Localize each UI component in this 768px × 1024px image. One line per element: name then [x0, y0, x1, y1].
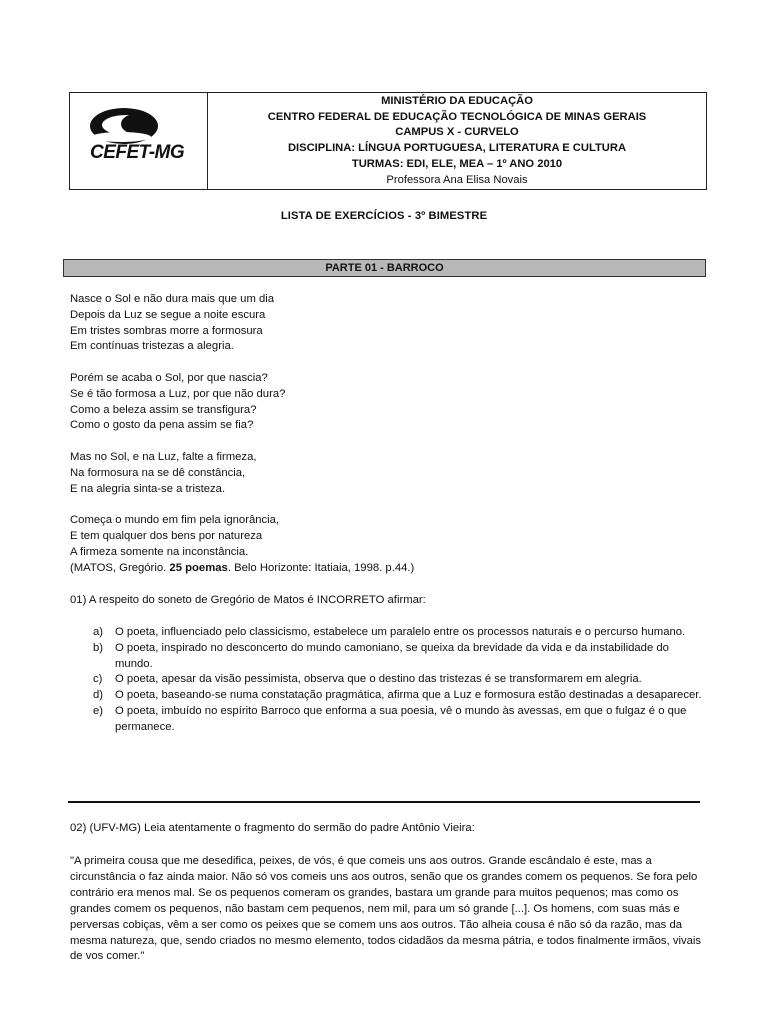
option-letter: e) — [93, 704, 104, 717]
poem — [70, 292, 414, 576]
option-text: O poeta, baseando-se numa constatação pragmática, afirma que a Luz e formosura estão destinadas a desaparecer. — [115, 689, 702, 702]
option-b — [93, 641, 703, 673]
cefet-logo-icon — [76, 103, 196, 145]
poem-line: Porém se acaba o Sol, por que nascia? — [70, 371, 268, 384]
poem-stanza — [70, 450, 414, 497]
poem-line: E na alegria sinta-se a tristeza. — [70, 482, 226, 495]
poem-stanza — [70, 371, 414, 434]
option-letter: a) — [93, 626, 104, 638]
classes-line: TURMAS: EDI, ELE, MEA – 1º ANO 2010 — [351, 157, 563, 170]
campus-line: CAMPUS X - CURVELO — [395, 126, 519, 139]
poem-line: Nasce o Sol e não dura mais que um dia — [70, 293, 275, 305]
header-text — [208, 93, 706, 189]
poem-line: A firmeza somente na inconstância. — [70, 545, 249, 558]
book-title: 25 poemas — [169, 561, 228, 574]
poem-line: Na formosura na se dê constância, — [70, 466, 246, 479]
option-d — [93, 688, 703, 704]
sermon-quote: "A primeira cousa que me desedifica, peixes, de vós, é que comeis uns aos outros. Grande escândalo é este, mas a circunstância o faz ainda maior. Não só vos comeis uns aos outros, senão que os grandes comem os pequenos. Se fora pelo contrário era menos mal. Se os pequenos comeram os grandes, bastara um grande para muitos pequenos; mas como os grandes comem os pequenos, não bastam cem pequenos, nem mil, para um só grande [...]. Os homens, com suas más e perversas cobiças, vêm a ser como os peixes que se comem uns aos outros. Tão alheia cousa é não só da razão, mas da mesma natureza, que, sendo criados no mesmo elemento, todos cidadãos da mesma pátria, e todos finalmente irmãos, vivais de vos comer." — [70, 855, 702, 963]
option-letter: d) — [93, 689, 104, 702]
poem-citation: (MATOS, Gregório. 25 poemas. Belo Horizonte: Itatiaia, 1998. p.44.) — [70, 561, 415, 574]
poem-line: Mas no Sol, e na Luz, falte a firmeza, — [70, 450, 257, 463]
poem-line: Depois da Luz se segue a noite escura — [70, 308, 266, 321]
poem-line: Em contínuas tristezas a alegria. — [70, 340, 234, 353]
option-text: O poeta, inspirado no desconcerto do mundo camoniano, se queixa da brevidade da vida e da instabilidade do mundo. — [115, 641, 669, 670]
option-c — [93, 672, 703, 688]
list-title: LISTA DE EXERCÍCIOS - 3º BIMESTRE — [280, 210, 488, 222]
question-1-prompt: 01) A respeito do soneto de Gregório de Matos é INCORRETO afirmar: — [70, 594, 426, 606]
section-title: PARTE 01 - BARROCO — [63, 259, 706, 277]
question-2-prompt: 02) (UFV-MG) Leia atentamente o fragmento do sermão do padre Antônio Vieira: — [70, 822, 475, 834]
poem-line: Como a beleza assim se transfigura? — [70, 403, 257, 416]
option-letter: c) — [93, 673, 103, 686]
option-text: O poeta, influenciado pelo classicismo, estabelece um paralelo entre os processos naturais e o percurso humano. — [115, 626, 686, 638]
poem-line: Como o gosto da pena assim se fia? — [70, 419, 254, 432]
poem-stanza — [70, 513, 414, 576]
institution-header — [69, 92, 707, 190]
logo-wordmark: CEFET-MG — [90, 142, 185, 163]
institution-line: CENTRO FEDERAL DE EDUCAÇÃO TECNOLÓGICA DE MINAS GERAIS — [267, 110, 647, 123]
option-text: O poeta, imbuído no espírito Barroco que enforma a sua poesia, vê o mundo às avessas, em que o fulgaz é o que permanece. — [115, 704, 687, 733]
question-1-options — [93, 625, 703, 736]
section-divider — [68, 801, 700, 803]
poem-line: Se é tão formosa a Luz, por que não dura? — [70, 387, 286, 400]
teacher-line: Professora Ana Elisa Novais — [386, 173, 528, 186]
poem-line: E tem qualquer dos bens por natureza — [70, 529, 263, 542]
poem-line: Começa o mundo em fim pela ignorância, — [70, 514, 280, 527]
option-letter: b) — [93, 641, 104, 654]
option-a — [93, 625, 703, 641]
logo-cell — [70, 93, 208, 189]
poem-stanza — [70, 292, 414, 355]
discipline-line: DISCIPLINA: LÍNGUA PORTUGUESA, LITERATURA E CULTURA — [287, 142, 627, 155]
option-e — [93, 704, 703, 736]
option-text: O poeta, apesar da visão pessimista, observa que o destino das tristezas é se transformarem em alegria. — [115, 673, 642, 686]
ministry-line: MINISTÉRIO DA EDUCAÇÃO — [381, 95, 533, 107]
poem-line: Em tristes sombras morre a formosura — [70, 324, 263, 337]
